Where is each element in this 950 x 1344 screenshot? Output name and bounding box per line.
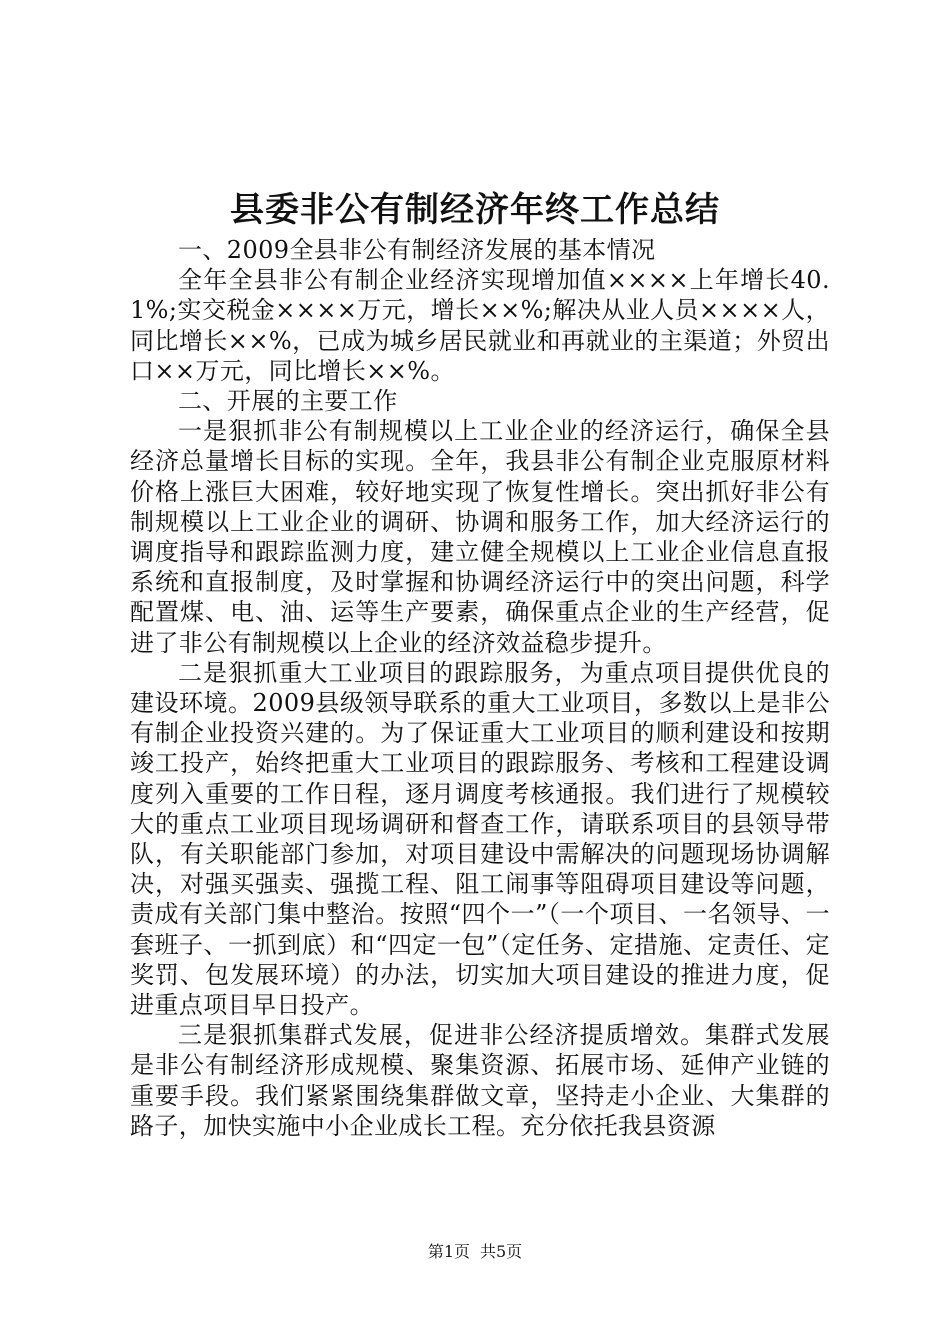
page-footer [0, 1240, 950, 1264]
document-body [130, 235, 830, 1141]
paragraph: 三是狠抓集群式发展，促进非公经济提质增效。集群式发展是非公有制经济形成规模、聚集资源、拓展市场、延伸产业链的重要手段。我们紧紧围绕集群做文章，坚持走小企业、大集群的路子，加快实施中小企业成长工程。充分依托我县资源 [130, 1021, 830, 1140]
paragraph: 一是狠抓非公有制规模以上工业企业的经济运行，确保全县经济总量增长目标的实现。全年，我县非公有制企业克服原材料价格上涨巨大困难，较好地实现了恢复性增长。突出抓好非公有制规模以上工业企业的调研、协调和服务工作，加大经济运行的调度指导和跟踪监测力度，建立健全规模以上工业企业信息直报系统和直报制度，及时掌握和协调经济运行中的突出问题，科学配置煤、电、油、运等生产要素，确保重点企业的生产经营，促进了非公有制规模以上企业的经济效益稳步提升。 [130, 417, 830, 657]
section-heading-2: 二、开展的主要工作 [178, 387, 398, 416]
page-number: 第1页 [427, 1242, 470, 1261]
paragraph: 全年全县非公有制企业经济实现增加值××××上年增长40.1%;实交税金××××万元，增长××%;解决从业人员××××人，同比增长××%，已成为城乡居民就业和再就业的主渠道；外贸出口××万元，同比增长××%。 [130, 266, 830, 385]
page-total: 共5页 [480, 1242, 523, 1261]
document-title: 县委非公有制经济年终工作总结 [230, 190, 720, 230]
section-heading-1: 一、2009全县非公有制经济发展的基本情况 [178, 236, 656, 264]
paragraph: 二是狠抓重大工业项目的跟踪服务，为重点项目提供优良的建设环境。2009县级领导联系的重大工业项目，多数以上是非公有制企业投资兴建的。为了保证重大工业项目的顺利建设和按期竣工投产，始终把重大工业项目的跟踪服务、考核和工程建设调度列入重要的工作日程，逐月调度考核通报。我们进行了规模较大的重点工业项目现场调研和督查工作，请联系项目的县领导带队，有关职能部门参加，对项目建设中需解决的问题现场协调解决，对强买强卖、强揽工程、阻工闹事等阻碍项目建设等问题，责成有关部门集中整治。按照“四个一”（一个项目、一名领导、一套班子、一抓到底）和“四定一包”（定任务、定措施、定责任、定奖罚、包发展环境）的办法，切实加大项目建设的推进力度，促进重点项目早日投产。 [130, 658, 830, 1020]
